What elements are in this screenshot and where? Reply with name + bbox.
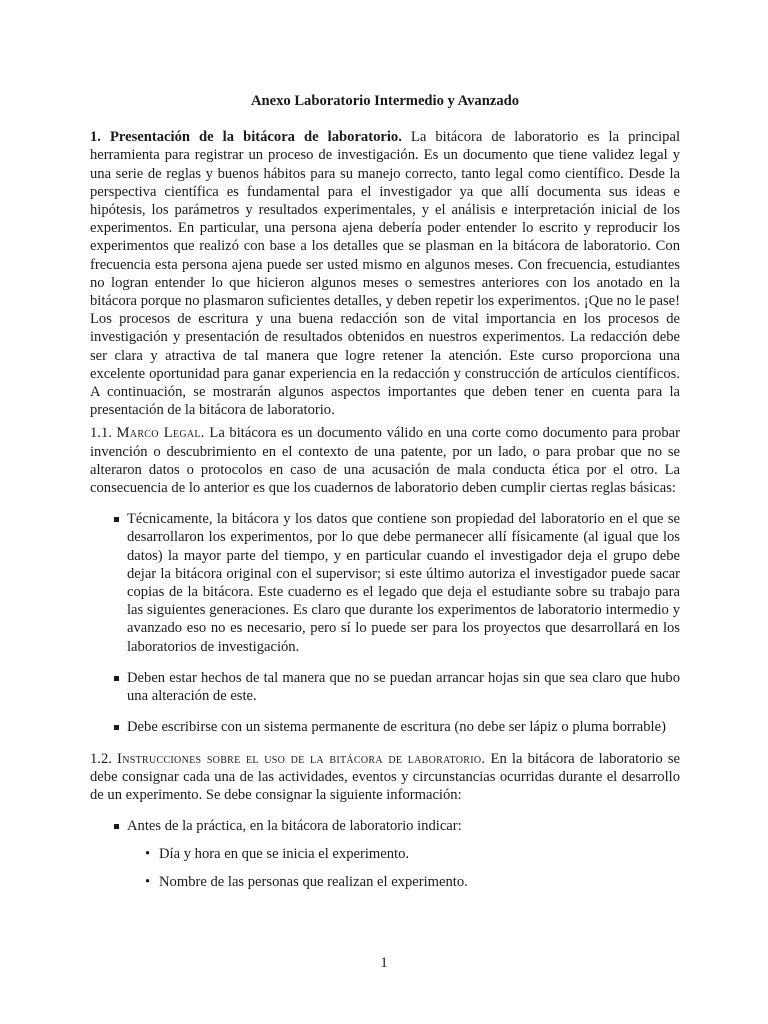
square-bullet-icon xyxy=(114,725,119,730)
subsection-1-2-number: 1.2. xyxy=(90,750,112,767)
sublist-item-text: Nombre de las personas que realizan el experimento. xyxy=(159,873,468,890)
section-1-body: La bitácora de laboratorio es la principal herramienta para registrar un proceso de investigación. Es un documento que tiene validez legal y una serie de reglas y buenos hábitos para su manejo correcto, tanto legal como científico. Desde la perspectiva científica es fundamental para el investigador ya que allí documenta sus ideas e hipótesis, los parámetros y resultados experimentales, y el análisis e interpretación inicial de los experimentos. En particular, una persona ajena debería poder entender lo escrito y reproducir los experimentos que realizó con base a los detalles que se plasman en la bitácora de laboratorio. Con frecuencia esta persona ajena puede ser usted mismo en algunos meses. Con frecuencia, estudiantes no logran entender lo que hicieron algunos meses o semestres anteriores con los anotado en la bitácora porque no plasmaron suficientes detalles, y deben repetir los experimentos. ¡Que no le pase! Los procesos de escritura y una buena redacción son de vital importancia en los procesos de investigación y presentación de resultados obtenidos en nuestros experimentos. La redacción debe ser clara y atractiva de tal manera que logre retener la atención. Este curso proporciona una excelente oportunidad para ganar experiencia en la redacción y construcción de artículos científicos. A continuación, se mostrarán algunos aspectos importantes que deben tener en cuenta para la presentación de la bitácora de laboratorio. xyxy=(90,129,681,419)
sublist-item xyxy=(145,845,680,863)
list-item xyxy=(127,669,680,705)
square-bullet-icon xyxy=(114,517,119,522)
list-item xyxy=(127,718,680,736)
list-item-text: Deben estar hechos de tal manera que no se puedan arrancar hojas sin que sea claro que hubo una alteración de este. xyxy=(127,669,680,705)
document-title: Anexo Laboratorio Intermedio y Avanzado xyxy=(250,93,520,109)
square-bullet-icon xyxy=(114,824,119,829)
sublist-item xyxy=(145,873,680,891)
list-item-text: Técnicamente, la bitácora y los datos que contiene son propiedad del laboratorio en el que se desarrollaron los experimentos, por lo que debe permanecer allí físicamente (al igual que los datos) la mayor parte del tiempo, y en particular cuando el investigador deja el grupo debe dejar la bitácora original con el supervisor; si este último autoriza el investigador puede sacar copias de la bitácora. Este cuaderno es el legado que deja el estudiante sobre su trabajo para las siguientes generaciones. Es claro que durante los experimentos de laboratorio intermedio y avanzado eso no es necesario, pero sí lo puede ser para los proyectos que desarrollará en los laboratorios de investigación. xyxy=(127,511,680,655)
page-number: 1 xyxy=(380,955,388,971)
square-bullet-icon xyxy=(114,676,119,681)
list-item xyxy=(127,817,680,891)
list-item-text: Debe escribirse con un sistema permanente de escritura (no debe ser lápiz o pluma borrable) xyxy=(127,719,666,736)
dot-bullet-icon: • xyxy=(145,873,151,890)
subsection-1-1-number: 1.1. xyxy=(90,425,112,442)
sublist-item-text: Día y hora en que se inicia el experimento. xyxy=(159,846,410,863)
subsection-1-1-heading: Marco Legal. xyxy=(116,425,205,442)
subsection-1-2-paragraph xyxy=(90,750,680,805)
before-practice-sublist xyxy=(127,845,680,890)
subsection-1-1-body: La bitácora es un documento válido en una corte como documento para probar invención o descubrimiento en el contexto de una patente, por un lado, o para probar que no se alteraron datos o protocolos en caso de una acusación de mala conducta ética por el otro. La consecuencia de lo anterior es que los cuadernos de laboratorio deben cumplir ciertas reglas básicas: xyxy=(90,425,680,497)
legal-rules-list xyxy=(90,510,680,736)
section-1-heading: 1. Presentación de la bitácora de laboratorio. xyxy=(90,129,402,146)
list-item xyxy=(127,510,680,656)
subsection-1-1-paragraph xyxy=(90,424,680,497)
instructions-list xyxy=(90,817,680,891)
list-item-text: Antes de la práctica, en la bitácora de laboratorio indicar: xyxy=(127,818,462,835)
dot-bullet-icon: • xyxy=(145,846,151,863)
subsection-1-2-body: En la bitácora de laboratorio se debe consignar cada una de las actividades, eventos y circunstancias ocurridas durante el desarrollo de un experimento. Se debe consignar la siguiente información: xyxy=(90,750,680,803)
document-page xyxy=(90,92,680,900)
section-1-paragraph xyxy=(90,128,680,419)
subsection-1-2-heading: Instrucciones sobre el uso de la bitácora de laboratorio. xyxy=(117,750,486,767)
